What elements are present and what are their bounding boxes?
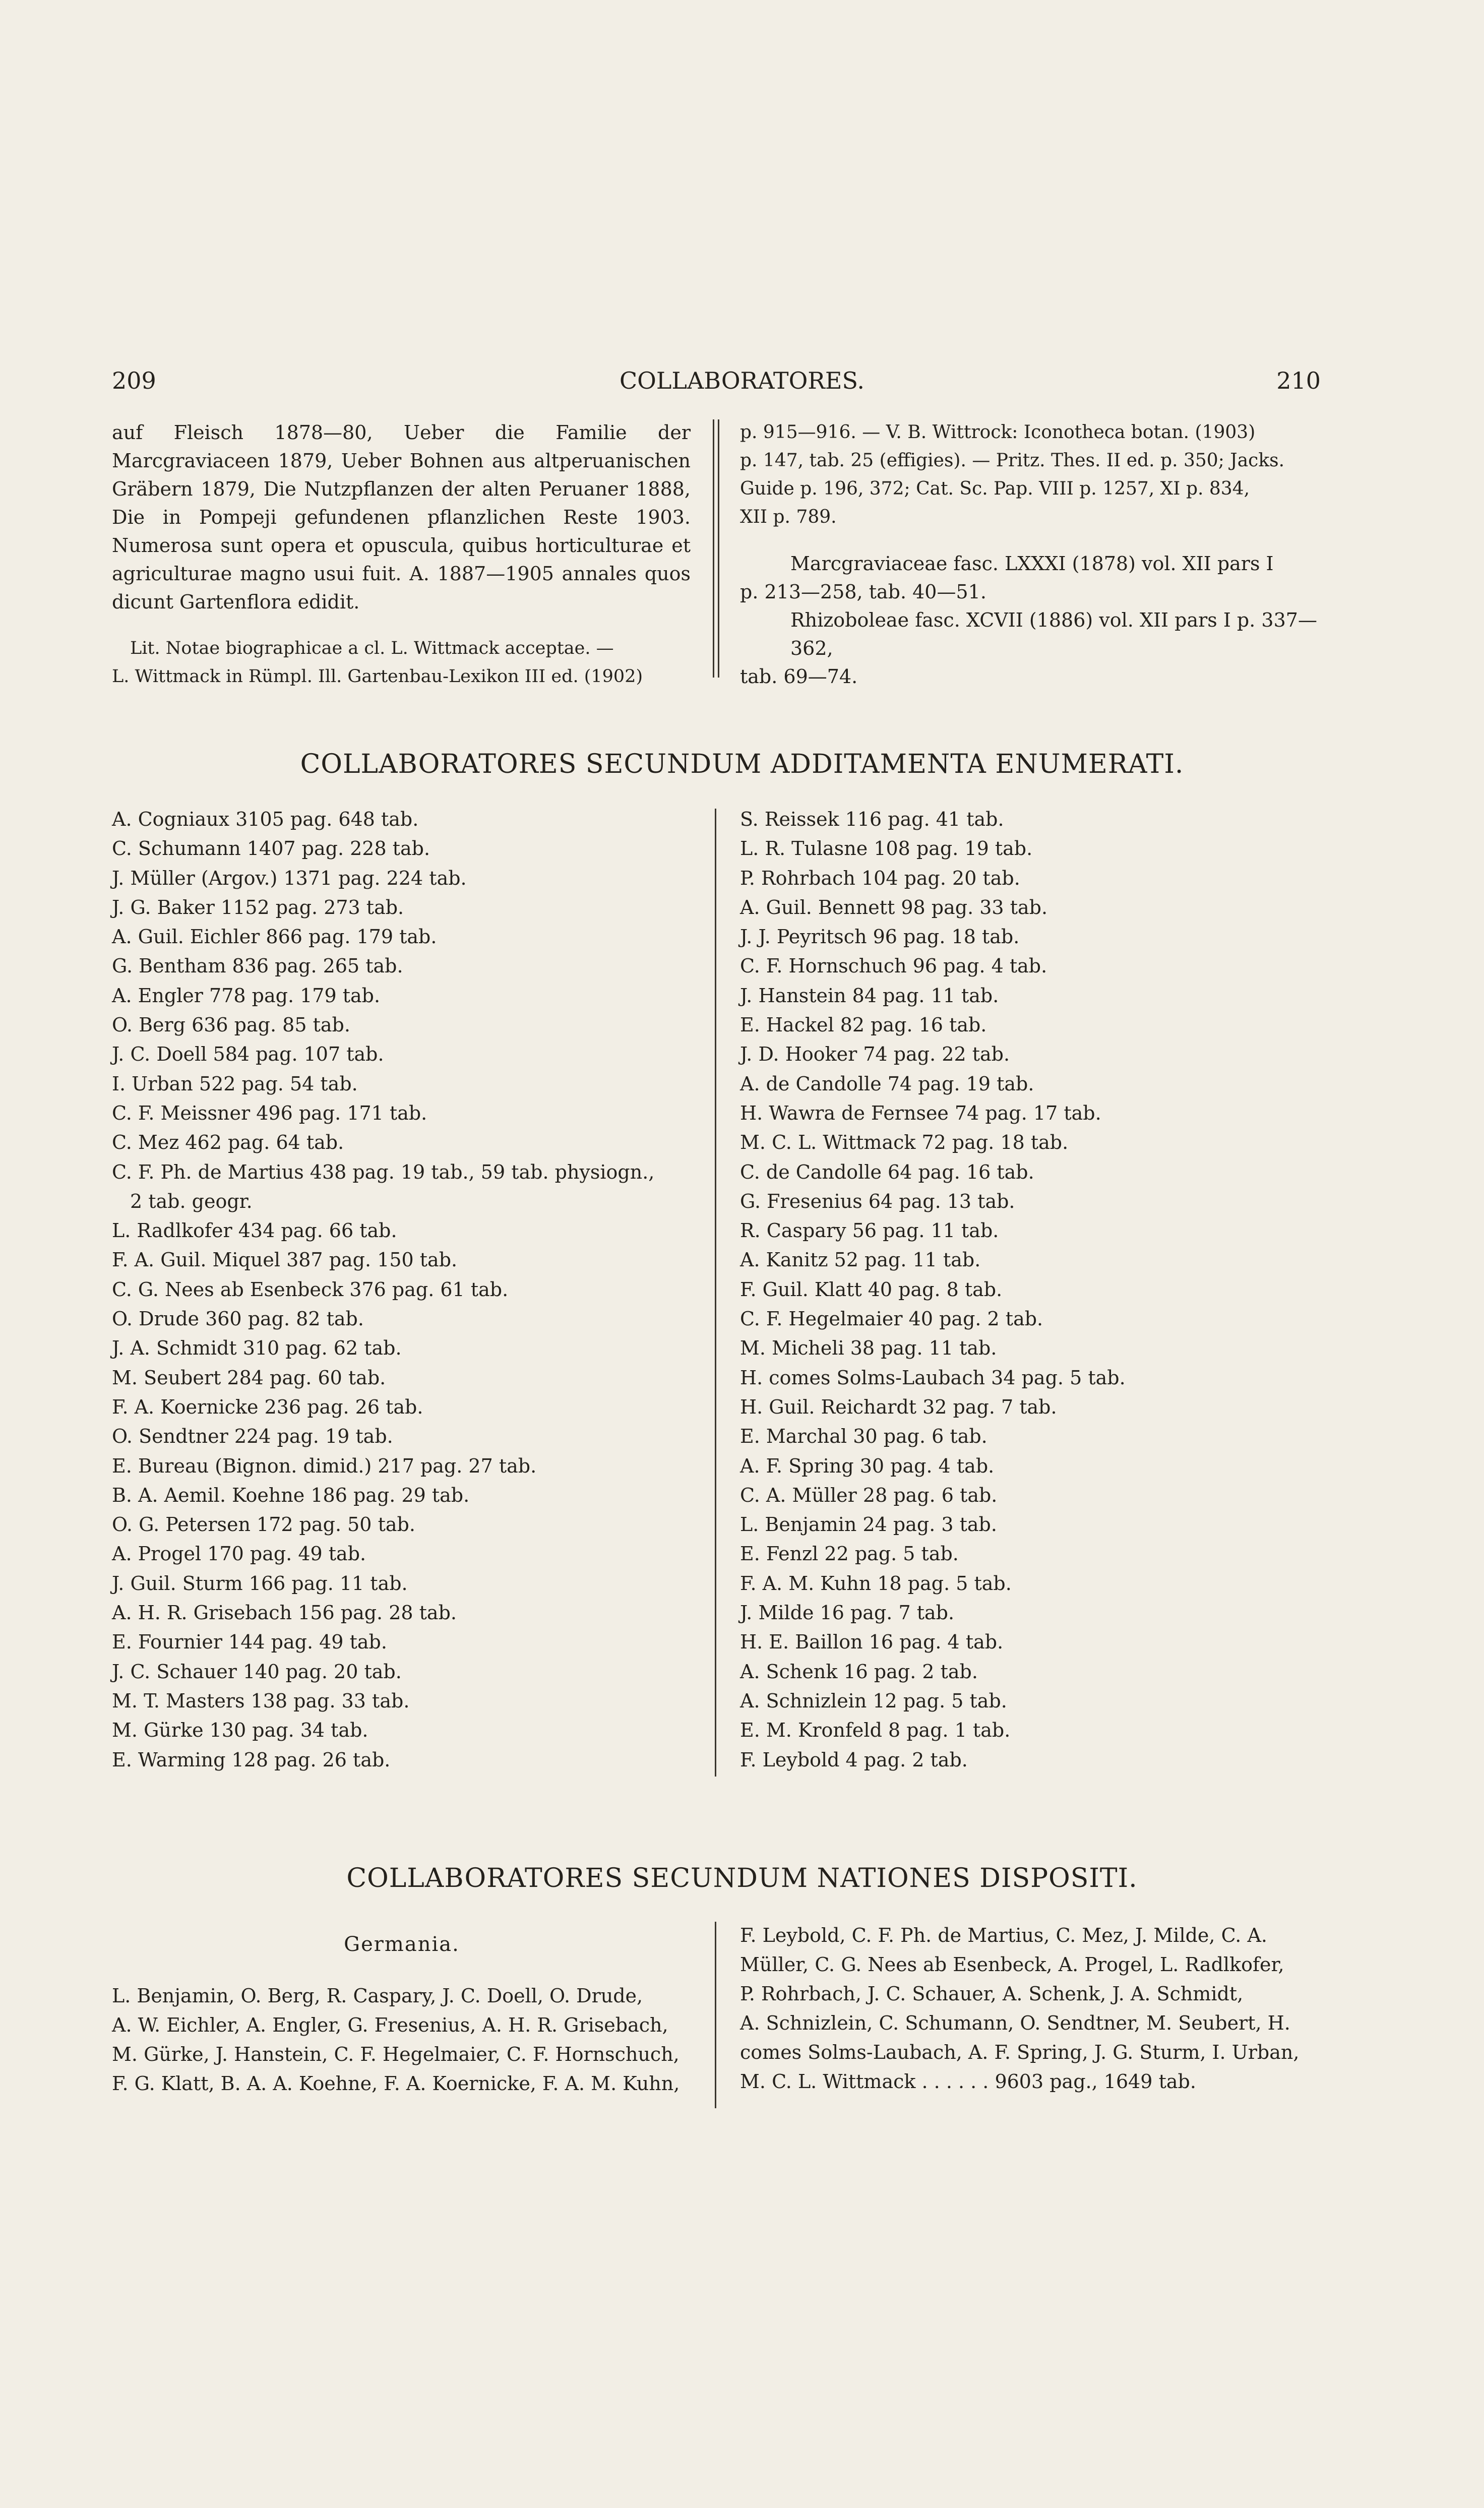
collaborator-entry: R. Caspary 56 pag. 11 tab. — [740, 1219, 999, 1242]
collaborator-entry: J. Milde 16 pag. 7 tab. — [740, 1602, 955, 1624]
collaborator-entry: C. Schumann 1407 pag. 228 tab. — [112, 837, 430, 860]
reference-line: p. 147, tab. 25 (effigies). — Pritz. Thes. II ed. p. 350; Jacks. — [740, 450, 1285, 471]
marcgraviaceae-ref-line-1: Marcgraviaceae fasc. LXXXI (1878) vol. XII pars I — [790, 553, 1274, 575]
collaborator-entry: P. Rohrbach 104 pag. 20 tab. — [740, 867, 1020, 889]
left-page-number: 209 — [112, 367, 156, 394]
collaborator-entry: C. F. Meissner 496 pag. 171 tab. — [112, 1102, 427, 1124]
collaborator-entry: L. Radlkofer 434 pag. 66 tab. — [112, 1219, 397, 1242]
collaborator-entry: B. A. Aemil. Koehne 186 pag. 29 tab. — [112, 1484, 470, 1506]
collaborator-entry: J. Müller (Argov.) 1371 pag. 224 tab. — [112, 867, 467, 889]
collaborator-entry: A. Schenk 16 pag. 2 tab. — [740, 1660, 978, 1683]
collaborator-entry: E. M. Kronfeld 8 pag. 1 tab. — [740, 1719, 1011, 1742]
collaborator-entry: S. Reissek 116 pag. 41 tab. — [740, 808, 1004, 830]
collaborator-entry: A. F. Spring 30 pag. 4 tab. — [740, 1454, 995, 1477]
collaborator-entry: J. A. Schmidt 310 pag. 62 tab. — [112, 1337, 402, 1360]
collaborator-entry: A. Kanitz 52 pag. 11 tab. — [740, 1249, 981, 1271]
collaborator-entry: E. Fournier 144 pag. 49 tab. — [112, 1631, 387, 1654]
germania-line: M. Gürke, J. Hanstein, C. F. Hegelmaier, C. F. Hornschuch, — [112, 2043, 679, 2065]
collaborator-entry: H. comes Solms-Laubach 34 pag. 5 tab. — [740, 1366, 1126, 1389]
collaborator-entry: A. Guil. Eichler 866 pag. 179 tab. — [112, 926, 437, 948]
collaborator-entry: I. Urban 522 pag. 54 tab. — [112, 1072, 358, 1095]
collaborator-entry: A. H. R. Grisebach 156 pag. 28 tab. — [112, 1602, 457, 1624]
literature-line-1: Lit. Notae biographicae a cl. L. Wittmack acceptae. — — [130, 638, 614, 658]
collaborator-entry: G. Bentham 836 pag. 265 tab. — [112, 955, 403, 977]
section-title-additamenta: COLLABORATORES SECUNDUM ADDITAMENTA ENUMERATI. — [300, 749, 1184, 779]
collaborator-entry: M. Gürke 130 pag. 34 tab. — [112, 1719, 368, 1742]
collaborator-entry: C. F. Hegelmaier 40 pag. 2 tab. — [740, 1308, 1043, 1330]
reference-line: Guide p. 196, 372; Cat. Sc. Pap. VIII p. 1257, XI p. 834, — [740, 478, 1250, 499]
collaborator-entry: F. A. Guil. Miquel 387 pag. 150 tab. — [112, 1249, 458, 1271]
intro-paragraph: auf Fleisch 1878—80, Ueber die Familie der Marcgraviaceen 1879, Ueber Bohnen aus altperuanischen Gräbern 1879, Die Nutzpflanzen der alten Peruaner 1888, Die in Pompeji gefundenen pflanzlichen Reste 1903. Numerosa sunt opera et opuscula, quibus horticulturae et agriculturae magno usui fuit. A. 1887—1905 annales quos dicunt Gartenflora edidit. — [112, 421, 691, 613]
collaborator-entry: O. Drude 360 pag. 82 tab. — [112, 1308, 364, 1330]
collaborator-entry: J. C. Schauer 140 pag. 20 tab. — [112, 1660, 402, 1683]
collaborator-entry: J. Hanstein 84 pag. 11 tab. — [740, 984, 999, 1007]
nation-heading-germania: Germania. — [344, 1933, 460, 1956]
column-divider — [713, 419, 714, 678]
collaborator-entry: C. Mez 462 pag. 64 tab. — [112, 1131, 344, 1154]
germania-line: Müller, C. G. Nees ab Esenbeck, A. Progel, L. Radlkofer, — [740, 1953, 1284, 1976]
rhizoboleae-ref-line-1: Rhizoboleae fasc. XCVII (1886) vol. XII pars I p. 337—362, — [790, 609, 1317, 659]
collaborator-entry: G. Fresenius 64 pag. 13 tab. — [740, 1190, 1015, 1212]
collaborator-entry: A. Engler 778 pag. 179 tab. — [112, 984, 381, 1007]
collaborator-entry: M. Seubert 284 pag. 60 tab. — [112, 1366, 386, 1389]
right-page-number: 210 — [1276, 367, 1321, 394]
collaborator-entry: A. Progel 170 pag. 49 tab. — [112, 1543, 366, 1565]
collaborator-entry: F. Leybold 4 pag. 2 tab. — [740, 1748, 968, 1771]
germania-line: comes Solms-Laubach, A. F. Spring, J. G. Sturm, I. Urban, — [740, 2041, 1300, 2063]
collaborator-entry: E. Marchal 30 pag. 6 tab. — [740, 1425, 987, 1448]
collaborator-entry: C. A. Müller 28 pag. 6 tab. — [740, 1484, 998, 1506]
collaborator-entry: L. R. Tulasne 108 pag. 19 tab. — [740, 837, 1033, 860]
germania-line: F. Leybold, C. F. Ph. de Martius, C. Mez, J. Milde, C. A. — [740, 1924, 1267, 1946]
collaborator-entry: M. T. Masters 138 pag. 33 tab. — [112, 1689, 410, 1712]
collaborator-entry: F. A. M. Kuhn 18 pag. 5 tab. — [740, 1572, 1012, 1595]
collaborator-entry: O. G. Petersen 172 pag. 50 tab. — [112, 1513, 415, 1536]
collaborator-entry: E. Fenzl 22 pag. 5 tab. — [740, 1543, 959, 1565]
collaborator-entry: C. F. Ph. de Martius 438 pag. 19 tab., 59 tab. physiogn., — [112, 1160, 655, 1183]
germania-line: A. Schnizlein, C. Schumann, O. Sendtner, M. Seubert, H. — [740, 2012, 1290, 2034]
section-title-nationes: COLLABORATORES SECUNDUM NATIONES DISPOSITI. — [346, 1863, 1138, 1893]
collaborator-entry: M. Micheli 38 pag. 11 tab. — [740, 1337, 997, 1360]
collaborator-entry: E. Warming 128 pag. 26 tab. — [112, 1748, 391, 1771]
collaborator-entry: E. Hackel 82 pag. 16 tab. — [740, 1014, 987, 1036]
collaborator-entry: A. Cogniaux 3105 pag. 648 tab. — [112, 808, 419, 830]
literature-line-2: L. Wittmack in Rümpl. Ill. Gartenbau-Lexikon III ed. (1902) — [112, 666, 643, 687]
additamenta-left-list — [112, 805, 707, 1775]
intro-left-column — [112, 418, 691, 691]
germania-line: F. G. Klatt, B. A. A. Koehne, F. A. Koernicke, F. A. M. Kuhn, — [112, 2072, 680, 2095]
collaborator-entry: O. Berg 636 pag. 85 tab. — [112, 1014, 350, 1036]
collaborator-entry: J. G. Baker 1152 pag. 273 tab. — [112, 896, 404, 919]
collaborator-entry: H. E. Baillon 16 pag. 4 tab. — [740, 1631, 1004, 1654]
collaborator-entry: E. Bureau (Bignon. dimid.) 217 pag. 27 tab. — [112, 1454, 537, 1477]
collaborator-entry: H. Wawra de Fernsee 74 pag. 17 tab. — [740, 1102, 1101, 1124]
collaborator-entry: J. D. Hooker 74 pag. 22 tab. — [740, 1043, 1010, 1066]
collaborator-entry: L. Benjamin 24 pag. 3 tab. — [740, 1513, 997, 1536]
collaborator-entry: J. C. Doell 584 pag. 107 tab. — [112, 1043, 384, 1066]
collaborator-entry: J. Guil. Sturm 166 pag. 11 tab. — [112, 1572, 408, 1595]
germania-line: P. Rohrbach, J. C. Schauer, A. Schenk, J. A. Schmidt, — [740, 1983, 1244, 2005]
germania-right-text — [740, 1921, 1345, 2096]
collaborator-entry: A. de Candolle 74 pag. 19 tab. — [740, 1072, 1034, 1095]
collaborator-entry: O. Sendtner 224 pag. 19 tab. — [112, 1425, 393, 1448]
collaborator-entry: M. C. L. Wittmack 72 pag. 18 tab. — [740, 1131, 1069, 1154]
column-divider — [715, 1922, 716, 2108]
marcgraviaceae-ref-line-2: p. 213—258, tab. 40—51. — [740, 581, 986, 603]
germania-line: L. Benjamin, O. Berg, R. Caspary, J. C. Doell, O. Drude, — [112, 1985, 643, 2007]
collaborator-entry: H. Guil. Reichardt 32 pag. 7 tab. — [740, 1395, 1057, 1418]
collaborator-entry: C. G. Nees ab Esenbeck 376 pag. 61 tab. — [112, 1278, 509, 1301]
collaborator-entry: 2 tab. geogr. — [130, 1190, 253, 1212]
reference-line: p. 915—916. — V. B. Wittrock: Iconotheca botan. (1903) — [740, 422, 1256, 443]
germania-line: M. C. L. Wittmack . . . . . . 9603 pag., 1649 tab. — [740, 2070, 1196, 2093]
running-title: COLLABORATORES. — [619, 367, 865, 394]
reference-line: XII p. 789. — [740, 507, 837, 527]
collaborator-entry: J. J. Peyritsch 96 pag. 18 tab. — [740, 926, 1020, 948]
additamenta-right-list — [740, 805, 1345, 1775]
collaborator-entry: F. Guil. Klatt 40 pag. 8 tab. — [740, 1278, 1003, 1301]
germania-left-text — [112, 1981, 697, 2098]
collaborator-entry: C. F. Hornschuch 96 pag. 4 tab. — [740, 955, 1047, 977]
collaborator-entry: A. Schnizlein 12 pag. 5 tab. — [740, 1689, 1007, 1712]
collaborator-entry: F. A. Koernicke 236 pag. 26 tab. — [112, 1395, 423, 1418]
column-divider — [715, 809, 716, 1777]
column-divider — [718, 419, 719, 678]
intro-right-column — [740, 418, 1340, 691]
rhizoboleae-ref-line-2: tab. 69—74. — [740, 665, 858, 688]
collaborator-entry: C. de Candolle 64 pag. 16 tab. — [740, 1160, 1034, 1183]
germania-line: A. W. Eichler, A. Engler, G. Fresenius, A. H. R. Grisebach, — [112, 2014, 668, 2036]
collaborator-entry: A. Guil. Bennett 98 pag. 33 tab. — [740, 896, 1048, 919]
